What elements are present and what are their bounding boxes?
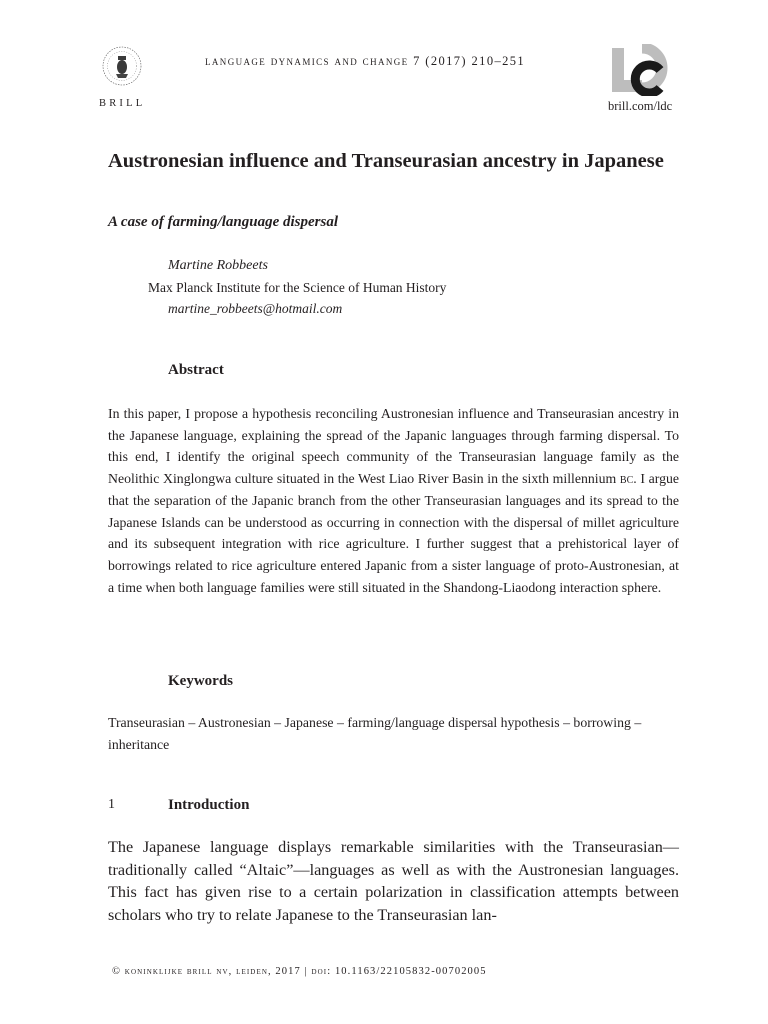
journal-url[interactable]: brill.com/ldc (608, 99, 673, 113)
ldc-logo-icon (606, 44, 674, 96)
abstract-text-part-2: . I argue that the separation of the Japanic branch from the other Transeurasian languages and its spread to the Japanese Islands can be understood as occurring in connection with the dispersal of millet agriculture and its subsequent integration with rice agriculture. I further suggest that a prehistorical layer of borrowings related to rice agriculture entered Japanic from a sister language of proto-Austronesian, at a time when both language families were still situated in the Shandong-Liaodong interaction sphere. (108, 471, 679, 595)
section-number: 1 (108, 797, 115, 812)
author-name: Martine Robbeets (168, 258, 268, 273)
author-email[interactable]: martine_robbeets@hotmail.com (168, 301, 343, 316)
publisher-name: BRILL (99, 98, 146, 109)
article-subtitle: A case of farming/language dispersal (108, 214, 339, 230)
abstract-text (108, 403, 679, 598)
author-affiliation: Max Planck Institute for the Science of Human History (148, 280, 447, 295)
article-title: Austronesian influence and Transeurasian ancestry in Japanese (108, 150, 664, 172)
copyright-footer: © koninklijke brill nv, leiden, 2017 | doi: 10.1163/22105832-00702005 (112, 966, 487, 977)
bc-label: bc (619, 471, 634, 487)
abstract-text-part-1: In this paper, I propose a hypothesis reconciling Austronesian influence and Transeurasian ancestry in the Japanese language, explaining the spread of the Japanic languages through farming dispersal. To this end, I identify the original speech community of the Transeurasian language family as the Neolithic Xinglongwa culture situated in the West Liao River Basin in the sixth millennium (108, 406, 679, 487)
introduction-text: The Japanese language displays remarkable similarities with the Transeurasian—traditionally called “Altaic”—languages as well as with the Austronesian languages. This fact has given rise to a certain polarization in classification attempts between scholars who try to relate Japanese to the Transeurasian lan- (108, 838, 679, 924)
ldc-journal-logo (606, 44, 674, 96)
abstract-heading: Abstract (168, 362, 224, 378)
introduction-heading: Introduction (168, 797, 250, 813)
keywords-heading: Keywords (168, 673, 233, 689)
keywords-list: Transeurasian – Austronesian – Japanese – farming/language dispersal hypothesis – borrowing – inheritance (108, 715, 642, 752)
journal-citation: language dynamics and change 7 (2017) 210–251 (205, 54, 526, 68)
brill-seal-logo (100, 44, 144, 88)
brill-seal-icon (100, 44, 144, 88)
